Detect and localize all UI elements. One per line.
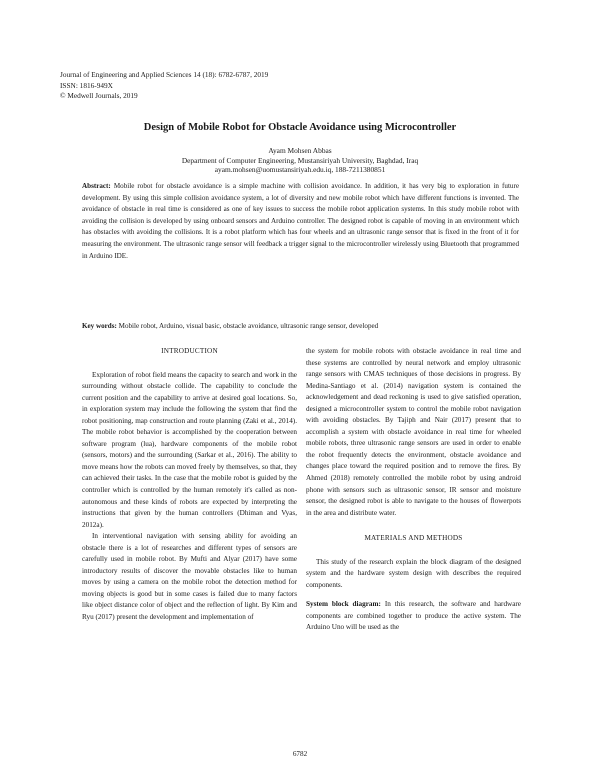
keywords-text: Mobile robot, Arduino, visual basic, obstacle avoidance, ultrasonic range sensor, developed	[118, 322, 379, 330]
intro-paragraph-3: the system for mobile robots with obstacle avoidance in real time and these systems are controlled by neural network and employ ultrasonic range sensors with CMAS techniques of those decisions in progress. By Medina-Santiago et al. (2014) navigation system is contained the acknowledgement and dead reckoning is used to give satisfied operation, designed a microcontroller system to control the mobile robot navigation with avoiding obstacles. By Tajiph and Nair (2017) present that to accomplish a system with obstacle avoidance in real time for wheeled mobile robots, three ultrasonic range sensors are used in order to enable the robot frequently detects the environment, obstacle avoidance and changes place toward the required position and to remove the fires. By Ahmed (2018) remotely controlled the mobile robot by using android phone with sensors such as ultrasonic sensor, IR sensor and moisture sensor, the designed robot is able to navigate to the houses of flowerpots in the area and distribute water.	[306, 347, 521, 517]
methods-paragraph-1: This study of the research explain the block diagram of the designed system and the hardware system design with describes the required components.	[306, 557, 521, 589]
block-diagram-text: In this research, the software and hardware components are combined together to produce the active system. The Arduino Uno will be used as the	[306, 600, 521, 632]
copyright: © Medwell Journals, 2019	[60, 91, 138, 100]
introduction-heading: INTRODUCTION	[161, 347, 218, 355]
keywords-label: Key words:	[82, 322, 117, 330]
author-block	[100, 146, 500, 175]
page-number: 6782	[292, 750, 308, 758]
journal-citation: Journal of Engineering and Applied Sciences 14 (18): 6782-6787, 2019	[60, 70, 269, 79]
paper-title: Design of Mobile Robot for Obstacle Avoidance using Microcontroller	[143, 122, 457, 133]
intro-paragraph-2: In interventional navigation with sensing ability for avoiding an obstacle there is a lot of researches and different types of sensors are carefully used in mobile robot. By Mufti and Alyar (2017) have some introductory results of discover the movable obstacles like to human moves by using a camera on the mobile robot the detection method for moving objects is good but in some cases is failed due to many factors like object distance color of object and the reflection of light. By Kim and Ryu (2017) present the development and implementation of	[82, 532, 297, 622]
abstract-text: Mobile robot for obstacle avoidance is a simple machine with collision avoidance. In addition, it has very big to exploration in future development. By using this simple collision avoidance system, a lot of diversity and new mobile robot which have different functions is invented. The avoidance of obstacle in real time is considered as one of key issues to success the mobile robot application systems. In this study mobile robot with avoiding the collision is developed by using onboard sensors and Arduino controller. The designed robot is capable of moving in an environment which has obstacles with avoiding the collisions. It is a robot platform which has four wheels and an ultrasonic range sensor that is fixed in the front of it for measuring the environment. The ultrasonic range sensor will feedback a trigger signal to the microcontroller wirelessly using Bluetooth that programmed in Arduino IDE.	[82, 182, 519, 260]
abstract-label: Abstract:	[82, 182, 111, 190]
abstract	[82, 181, 519, 262]
issn: ISSN: 1816-949X	[60, 80, 113, 90]
methods-heading: MATERIALS AND METHODS	[364, 534, 463, 543]
left-column	[82, 346, 297, 624]
journal-header	[60, 70, 360, 102]
methods-paragraph-2	[306, 599, 521, 634]
author-affiliation: Department of Computer Engineering, Mustansiriyah University, Baghdad, Iraq	[181, 155, 419, 165]
keywords	[82, 321, 519, 332]
author-name: Ayam Mohsen Abbas	[268, 146, 332, 155]
intro-paragraph-1: Exploration of robot field means the capacity to search and work in the surrounding without obstacle collide. The capability to conclude the current position and the capability to arrive at desired goal locations. So, in exploration system may include the following the system that find the robot positioning, map construction and route planning (Zaki et al., 2014). The mobile robot behavior is accomplished by the cooperation between software program (lua), hardware components of the mobile robot (sensors, motors) and the surrounding (Sarkar et al., 2016). The ability to move means how the robots can moved freely by themselves, so that, they can achieved their tasks. In the case that the mobile robot is guided by the controller which is controlled by the human remotely it's called as non-autonomous and these kinds of robots are expected by interpreting the instructions that given by the human controllers (Dhiman and Vyas, 2012a).	[82, 370, 297, 529]
right-column	[306, 346, 521, 634]
block-diagram-label: System block diagram:	[306, 600, 381, 609]
author-contact: ayam.mohsen@uomustansiriyah.edu.iq, 188-7211380851	[214, 165, 386, 175]
